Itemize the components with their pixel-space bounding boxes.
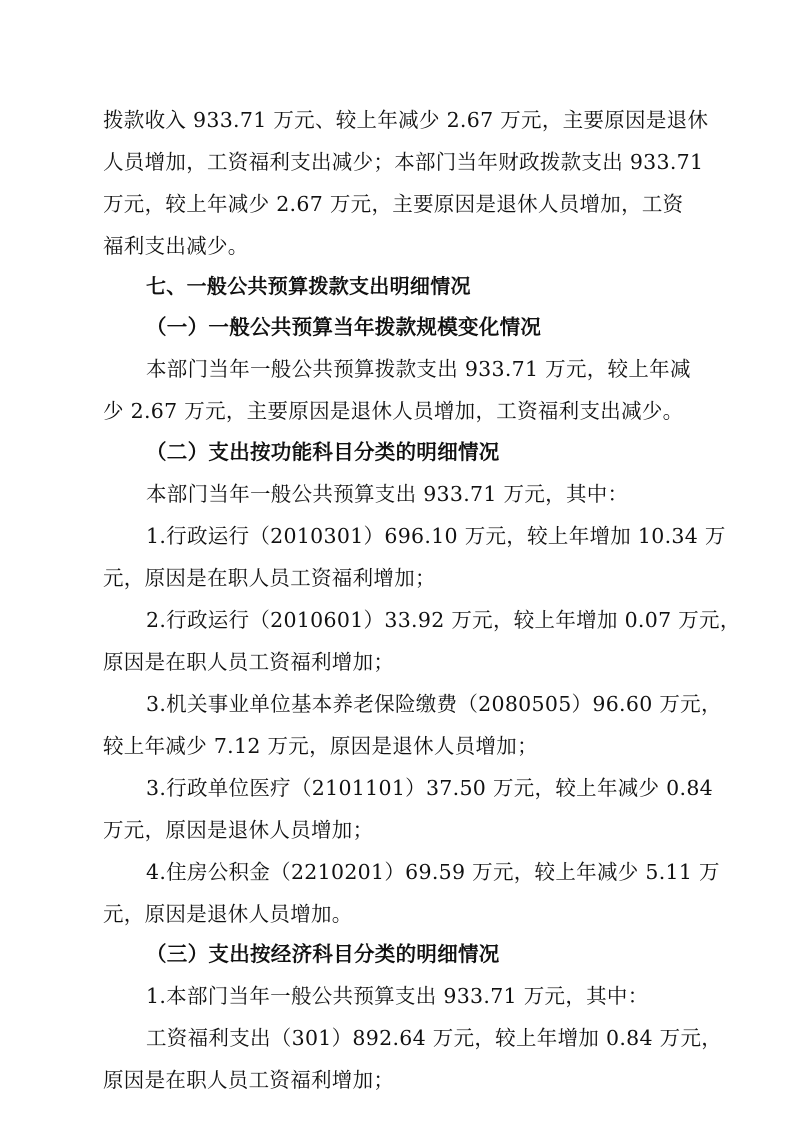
section-heading: 七、一般公共预算拨款支出明细情况 — [146, 274, 471, 298]
body-line: 元，原因是退休人员增加。 — [103, 902, 353, 926]
subsection-heading: （二）支出按功能科目分类的明细情况 — [146, 440, 500, 464]
body-line: 少 2.67 万元，主要原因是退休人员增加，工资福利支出减少。 — [103, 399, 684, 423]
body-line: 拨款收入 933.71 万元、较上年减少 2.67 万元，主要原因是退休 — [103, 108, 709, 132]
subsection-heading: （三）支出按经济科目分类的明细情况 — [146, 942, 500, 966]
body-line: 原因是在职人员工资福利增加； — [103, 1068, 395, 1092]
body-line: 人员增加，工资福利支出减少；本部门当年财政拨款支出 933.71 — [103, 150, 704, 174]
body-line: 福利支出减少。 — [103, 234, 249, 258]
body-line: 较上年减少 7.12 万元，原因是退休人员增加； — [103, 734, 538, 758]
body-line: 原因是在职人员工资福利增加； — [103, 650, 395, 674]
body-line: 本部门当年一般公共预算拨款支出 933.71 万元，较上年减 — [146, 357, 691, 381]
body-line: 1.行政运行（2010301）696.10 万元，较上年增加 10.34 万 — [146, 524, 726, 548]
body-line: 工资福利支出（301）892.64 万元，较上年增加 0.84 万元， — [146, 1026, 723, 1050]
body-line: 本部门当年一般公共预算支出 933.71 万元，其中： — [146, 482, 629, 506]
body-line: 万元，较上年减少 2.67 万元，主要原因是退休人员增加，工资 — [103, 192, 684, 216]
body-line: 元，原因是在职人员工资福利增加； — [103, 566, 436, 590]
body-line: 4.住房公积金（2210201）69.59 万元，较上年减少 5.11 万 — [146, 860, 720, 884]
subsection-heading: （一）一般公共预算当年拨款规模变化情况 — [146, 315, 542, 339]
body-line: 3.机关事业单位基本养老保险缴费（2080505）96.60 万元， — [146, 692, 722, 716]
body-line: 3.行政单位医疗（2101101）37.50 万元，较上年减少 0.84 — [146, 776, 714, 800]
body-line: 万元，原因是退休人员增加； — [103, 818, 374, 842]
body-line: 2.行政运行（2010601）33.92 万元，较上年增加 0.07 万元， — [146, 608, 741, 632]
body-line: 1.本部门当年一般公共预算支出 933.71 万元，其中： — [146, 984, 649, 1008]
